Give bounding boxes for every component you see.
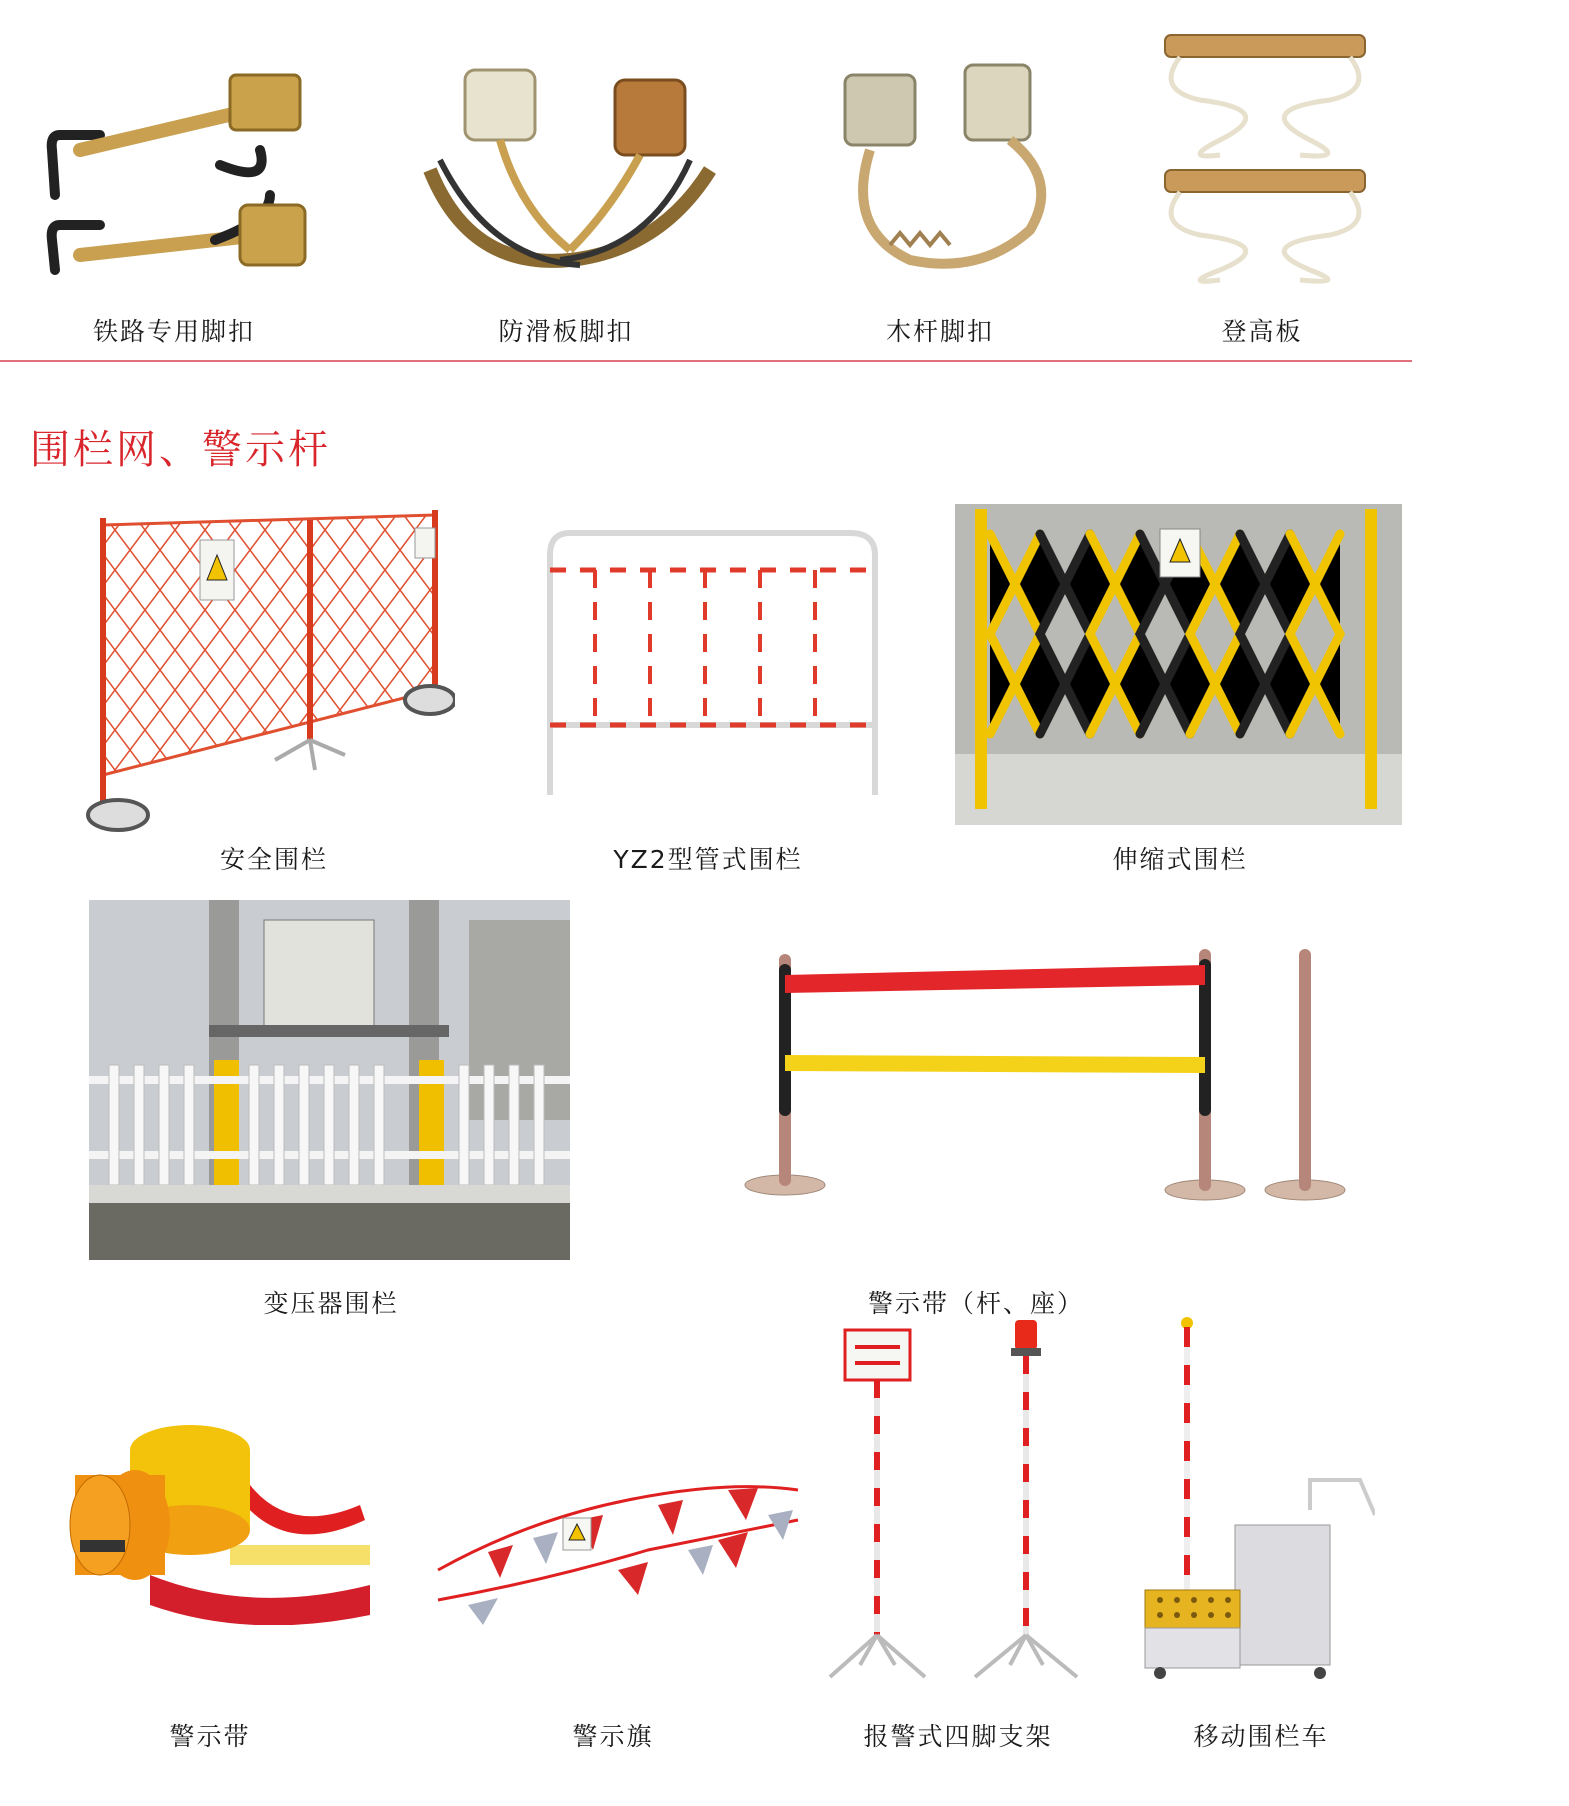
transformer-fence-image — [89, 900, 570, 1260]
section-divider — [0, 360, 1412, 362]
caption-warning-tape-stanchion: 警示带（杆、座） — [867, 1289, 1085, 1318]
caption-alarm-tripod-stand: 报警式四脚支架 — [863, 1722, 1053, 1751]
caption-anti-slip-climber: 防滑板脚扣 — [498, 317, 634, 346]
caption-safety-fence: 安全围栏 — [219, 845, 329, 874]
caption-transformer-fence: 变压器围栏 — [263, 1289, 399, 1318]
safety-fence-image — [85, 510, 455, 835]
caption-retractable-fence: 伸缩式围栏 — [1112, 845, 1248, 874]
section-title: 围栏网、警示杆 — [30, 427, 331, 473]
caption-mobile-fence-cart: 移动围栏车 — [1193, 1722, 1329, 1751]
caption-wooden-pole-climber: 木杆脚扣 — [885, 317, 995, 346]
caption-warning-flag: 警示旗 — [572, 1722, 654, 1751]
climbing-board-image — [1160, 30, 1370, 290]
railway-climber-image — [40, 55, 310, 285]
caption-pipe-fence: YZ2型管式围栏 — [613, 845, 803, 874]
warning-flag-image — [428, 1460, 803, 1630]
retractable-fence-image — [955, 504, 1402, 825]
caption-climbing-board: 登高板 — [1221, 317, 1303, 346]
anti-slip-climber-image — [410, 60, 730, 280]
pipe-fence-image — [535, 525, 885, 805]
caption-warning-tape: 警示带 — [169, 1722, 251, 1751]
warning-tape-stanchion-image — [740, 945, 1350, 1210]
mobile-fence-cart-image — [1135, 1315, 1375, 1680]
caption-railway-climber: 铁路专用脚扣 — [92, 317, 256, 346]
alarm-tripod-stand-image — [815, 1315, 1095, 1685]
wooden-pole-climber-image — [830, 60, 1060, 275]
warning-tape-reel-image — [50, 1415, 375, 1625]
